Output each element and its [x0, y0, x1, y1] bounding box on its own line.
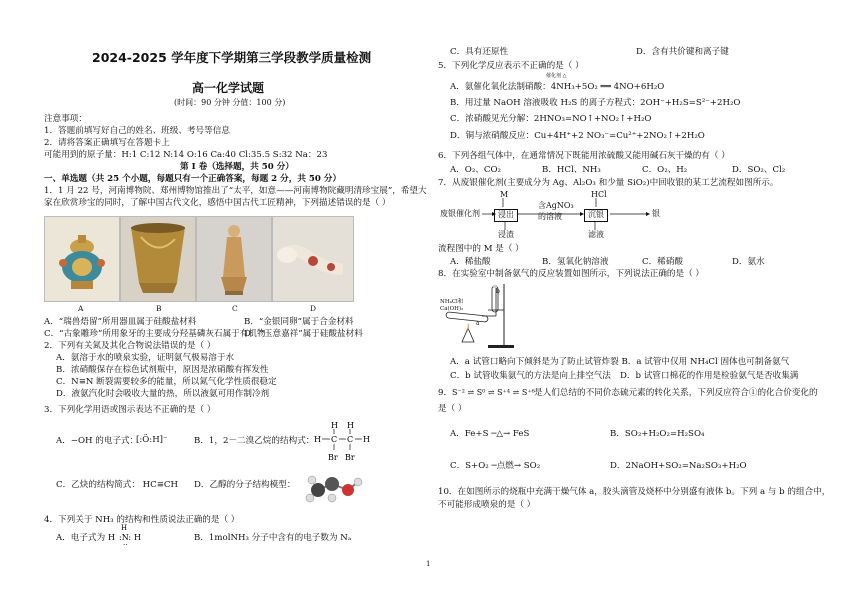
q4-option-c: C．具有还原性 [450, 47, 509, 57]
photo-gold-cup [120, 216, 196, 302]
note-2: 2．请将答案正确填写在答题卡上 [44, 138, 170, 148]
part-heading: 一、单选题（共 25 个小题，每题只有一个正确答案，每题 2 分，共 50 分） [44, 174, 342, 184]
apparatus-label-1: NH₄Cl和 [440, 299, 464, 305]
svg-text:H: H [121, 524, 128, 532]
q2-stem: 2．下列有关氮及其化合物说法错误的是（ ） [44, 341, 216, 351]
q3-option-c: C．乙炔的结构简式： HC≡CH [56, 480, 178, 490]
q1-option-a: A．“瑞兽焐留”所用器皿属于硅酸盐材料 [44, 317, 197, 327]
notes-heading: 注意事项： [44, 114, 87, 124]
q3-stem: 3．下列化学用语或图示表达不正确的是（ ） [44, 405, 216, 415]
volume-heading: 第 I 卷（选择题，共 50 分） [180, 162, 294, 172]
flow-product: 银 [652, 209, 660, 218]
photo-jade-ruyi [272, 216, 354, 302]
photo-ivory-carving [196, 216, 272, 302]
q2-option-a: A．氨溶于水的喷泉实验，证明氨气极易溶于水 [56, 353, 235, 363]
q2-option-d: D．液氨汽化时会吸收大量的热，所以液氨可用作制冷剂 [56, 389, 270, 399]
note-1: 1．答题前填写好自己的姓名、班级、考号等信息 [44, 126, 230, 136]
q8-option-d: D．b 试管口棉花的作用是检验氨气是否收集满 [620, 371, 799, 381]
q5-option-d: D．铜与浓硝酸反应：Cu+4H⁺+2 NO₃⁻=Cu²⁺+2NO₂↑+2H₂O [450, 131, 705, 141]
q8-option-ab: A．a 试管口略向下倾斜是为了防止试管炸裂 B．a 试管中仅用 NH₄Cl 固体也可制备氨气 [450, 357, 790, 367]
q9-option-c: C．S+O₂ ─点燃→ SO₂ [450, 461, 541, 471]
q4-option-b: B．1molNH₃ 分子中含有的电子数为 Nₐ [194, 533, 352, 543]
flow-solution-2: 的溶液 [538, 212, 562, 221]
flow-solution: 含AgNO₃ [538, 201, 574, 210]
svg-text:··: ·· [123, 541, 128, 549]
dibromoethane-structure [312, 420, 372, 466]
q7-option-c: C．稀硝酸 [642, 257, 683, 267]
svg-text:H: H [314, 435, 321, 444]
q6-stem: 6．下列各组气体中，在通常情况下既能用浓硫酸又能用碱石灰干燥的有（ ） [438, 151, 730, 161]
svg-text::N:: :N: [119, 533, 132, 542]
q5-option-b: B．用过量 NaOH 溶液吸收 H₂S 的离子方程式：2OH⁻+H₂S=S²⁻+2H₂O [450, 98, 741, 108]
q6-option-c: C．O₂、H₂ [642, 165, 688, 175]
sulfur-valence-chain: S⁻² ⇌ S⁰ ⇌ S⁺⁴ ⇌ S⁺⁶ [452, 388, 535, 397]
ammonia-electron-formula [108, 522, 144, 550]
q5-a-condition: 催化剂 △ [546, 73, 567, 79]
svg-text:Br: Br [328, 453, 338, 462]
svg-text:C: C [331, 435, 338, 444]
time-score: (时间：90 分钟 分值：100 分) [174, 98, 286, 107]
flow-reagent-hcl: HCl [591, 190, 607, 199]
svg-text:C: C [347, 435, 354, 444]
q1-line1: 1．1 月 22 号，河南博物院、郑州博物馆推出了“太平，如意——河南博物院藏明清珍宝展”，希望大 [44, 186, 427, 196]
q10-line1: 10．在如图所示的烧瓶中充满干燥气体 a，胶头滴管及烧杯中分别盛有液体 b。下列 a 与 b 的组合中， [438, 487, 831, 497]
q6-option-a: A．O₂、CO₂ [450, 165, 501, 175]
hydroxyl-electron-formula: [:Ö:H]⁻ [136, 435, 168, 445]
exam-title: 2024-2025 学年度下学期第三学段教学质量检测 [92, 50, 372, 65]
page-number: 1 [426, 560, 431, 568]
flow-residue-1: 浸渣 [498, 230, 514, 239]
q1-option-c: C．“古象雕珍”所用象牙的主要成分羟基磷灰石属于有机物 [44, 329, 266, 339]
caption-c: C [232, 304, 238, 313]
q5-stem: 5．下列化学反应表示不正确的是（ ） [438, 61, 584, 71]
q9-stem: 是人们总结的不同价态硫元素的转化关系，下列反应符合①的化合价变化的 [534, 388, 818, 398]
q8-stem: 8．在实验室中制备氨气的反应装置如图所示，下列说法正确的是（ ） [438, 269, 705, 279]
q9-stem-2: 是（ ） [438, 404, 467, 414]
svg-text:H: H [331, 421, 338, 430]
caption-b: B [156, 304, 162, 313]
q8-option-c: C．b 试管收集氨气的方法是向上排空气法 [450, 371, 611, 381]
caption-a: A [78, 304, 84, 313]
q10-line2: 不可能形成喷泉的是（ ） [438, 500, 536, 510]
q7-option-a: A．稀盐酸 [450, 257, 491, 267]
q5-option-a: A．氨催化氧化法制硝酸：4NH₃+5O₂ ══ 4NO+6H₂O [450, 82, 665, 92]
q4-option-a: A．电子式为 [56, 533, 106, 543]
atomic-masses: 可能用到的原子量：H:1 C:12 N:14 O:16 Ca:40 Cl:35.5 S:32 Na：23 [44, 150, 328, 160]
q9-number: 9． [438, 388, 453, 398]
q3-option-d: D．乙醇的分子结构模型： [194, 480, 296, 490]
exam-subtitle: 高一化学试题 [192, 81, 265, 95]
apparatus-label-2: Ca(OH)₂ [440, 306, 464, 312]
svg-text:H: H [347, 421, 354, 430]
q1-option-d: D．“玉意嘉祥”属于硅酸盐材料 [244, 329, 363, 339]
ethanol-ball-model [302, 468, 372, 508]
q9-option-d: D．2NaOH+SO₂=Na₂SO₃+H₂O [610, 461, 747, 471]
q7-option-d: D．氨水 [732, 257, 765, 267]
q7-question: 流程图中的 M 是（ ） [438, 244, 524, 254]
q3-option-b: B．1，2－二溴乙烷的结构式： [194, 436, 315, 446]
q5-option-c: C．浓硝酸见光分解：2HNO₃=NO↑+NO₂↑+H₂O [450, 114, 652, 124]
svg-text:H: H [363, 435, 370, 444]
photo-vase [44, 216, 120, 302]
q9-option-b: B．SO₂+H₂O₂=H₂SO₄ [610, 429, 705, 439]
svg-text:H: H [108, 533, 115, 542]
q9-option-a: A．Fe+S ─△→ FeS [450, 429, 530, 439]
flow-arrows [438, 188, 668, 242]
flow-leach-step: 浸出 [494, 209, 518, 222]
q2-option-b: B．浓硝酸保存在棕色试剂瓶中，原因是浓硝酸有挥发性 [56, 365, 269, 375]
q7-option-b: B．氢氧化钠溶液 [542, 257, 609, 267]
q6-option-d: D．SO₂、Cl₂ [732, 165, 786, 175]
flow-residue-2: 滤液 [588, 230, 604, 239]
flow-precip-step: 沉银 [584, 209, 608, 222]
q1-option-b: B．“金银同卵”属于合金材料 [244, 317, 354, 327]
svg-text:Br: Br [345, 453, 355, 462]
ammonia-apparatus [438, 282, 518, 352]
flow-start: 废银催化剂 [440, 209, 480, 218]
q4-option-d: D．含有共价键和离子键 [636, 47, 729, 57]
caption-d: D [310, 304, 317, 313]
tube-a-label: a [476, 320, 480, 327]
q2-option-c: C．N≡N 断裂需要较多的能量，所以氮气化学性质很稳定 [56, 377, 277, 387]
q7-stem: 7．从废银催化剂(主要成分为 Ag、Al₂O₃ 和少量 SiO₂)中回收银的某工艺流程如图所示。 [438, 178, 779, 188]
svg-text:H: H [134, 533, 141, 542]
q4-stem: 4．下列关于 NH₃ 的结构和性质说法正确的是（ ） [44, 515, 240, 525]
q6-option-b: B．HCl、NH₃ [542, 165, 601, 175]
tube-b-label: b [496, 288, 500, 295]
flow-reagent-m: M [500, 190, 509, 199]
q1-line2: 家在欣赏珍宝的同时，了解中国古代文化，感悟中国古代工匠精神，下列描述错误的是（ ） [44, 198, 391, 208]
q3-option-a: A．−OH 的电子式： [56, 436, 139, 446]
